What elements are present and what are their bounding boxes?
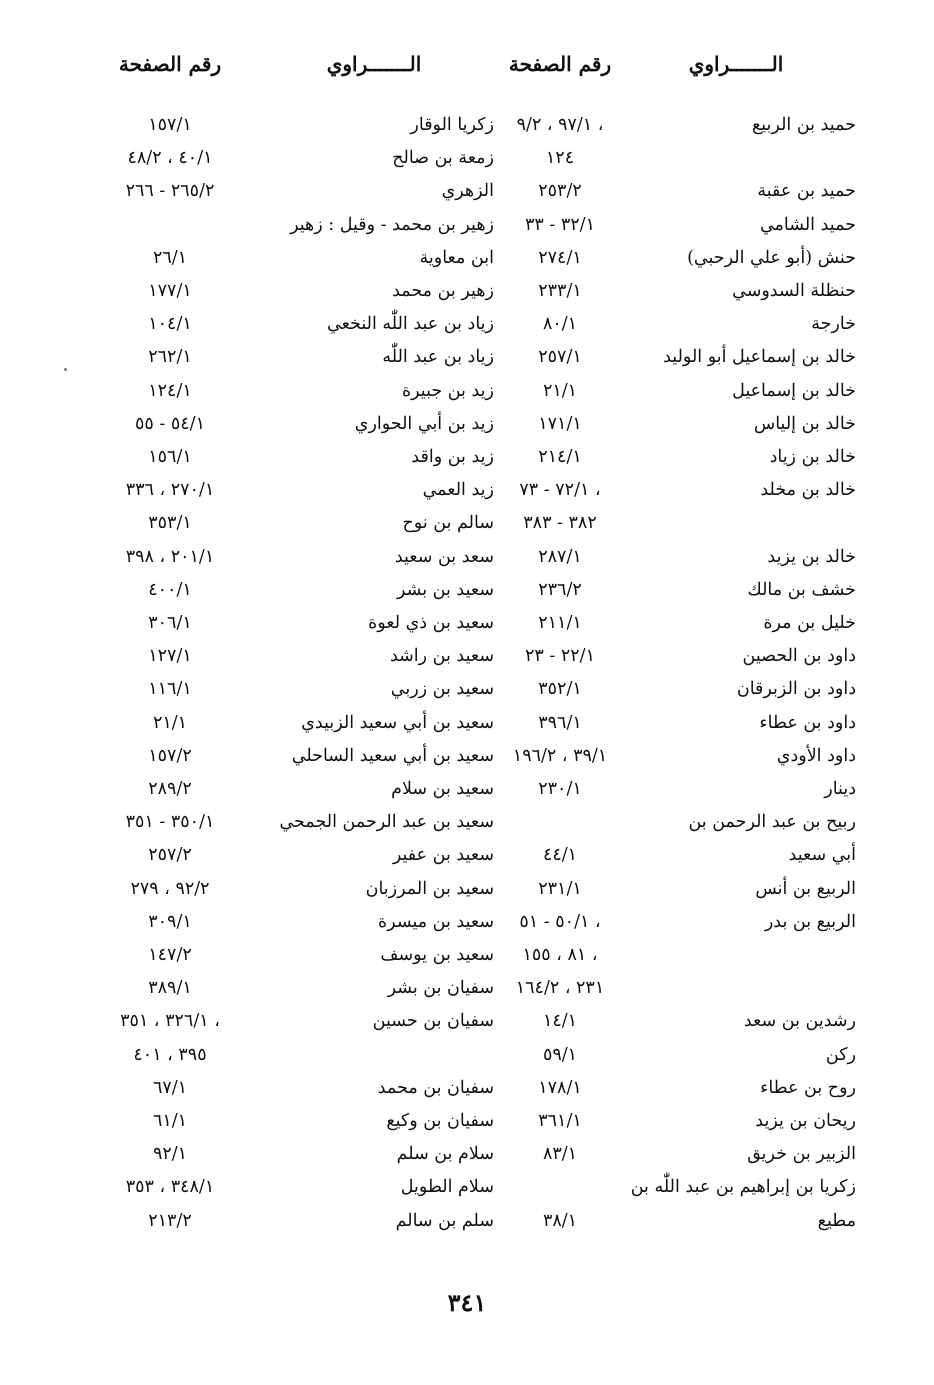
narrator-left: سعيد بن عبد الرحمن الجمحي [279, 812, 494, 832]
narrator-right: حميد بن الربيع [751, 115, 856, 135]
page-ref-right: ٢٣٦/٢ [538, 580, 582, 600]
page-ref-right: ٢٨٧/١ [538, 547, 582, 567]
narrator-left [264, 1040, 494, 1070]
page-ref-right: ٨٣/١ [542, 1144, 578, 1164]
page-ref-right: ٥٩/١ [542, 1045, 578, 1065]
header-page-left: رقم الصفحة [118, 52, 222, 76]
page-ref-right: ٢٢/١ - ٢٣ [525, 646, 595, 666]
page-ref-left: ٣٠٩/١ [148, 912, 192, 932]
page-ref-left: ٤٠٠/١ [148, 580, 192, 600]
page-ref-left: ١٢٤/١ [148, 381, 192, 401]
page-ref-right: ٥٠/١ - ٥١ ، [519, 912, 601, 932]
narrator-left: سلم بن سالم [395, 1211, 494, 1231]
page-ref-left: ٢٥٧/٢ [148, 845, 192, 865]
narrator-left: سعيد بن أبي سعيد الساحلي [291, 746, 494, 766]
page-ref-right: ٢٣٣/١ [538, 281, 582, 301]
narrator-right: زكريا بن إبراهيم بن عبد اللّٰه بن [630, 1177, 856, 1197]
page-ref-left: ٥٤/١ - ٥٥ [135, 414, 205, 434]
narrator-left: سعيد بن ذي لعوة [368, 613, 494, 633]
page-ref-right: ٢١١/١ [538, 613, 582, 633]
page-ref-left: ٢٦٥/٢ - ٢٦٦ [125, 181, 215, 201]
page-ref-right: ٢٣٠/١ [538, 779, 582, 799]
narrator-left: سعيد بن المرزبان [365, 879, 494, 899]
page-ref-left: ٢٦/١ [152, 248, 188, 268]
narrator-left: سالم بن نوح [402, 513, 494, 533]
narrator-right: داود بن عطاء [759, 713, 856, 733]
narrator-left: سعد بن سعيد [394, 547, 494, 567]
narrator-right: داود بن الحصين [742, 646, 856, 666]
page-ref-left: ١٤٧/٢ [148, 945, 192, 965]
narrator-right: الزبير بن خريق [747, 1144, 856, 1164]
page-ref-left: ٦٧/١ [152, 1078, 188, 1098]
narrator-right: حميد الشامي [759, 215, 856, 235]
page-ref-left: ٣٨٩/١ [148, 978, 192, 998]
page-ref-left: ٣٩٥ ، ٤٠١ [133, 1045, 207, 1065]
narrator-right: خالد بن إلياس [753, 414, 856, 434]
narrator-right: الربيع بن بدر [764, 912, 856, 932]
page-ref-left: ٣٥٣/١ [148, 513, 192, 533]
page-ref-right: ٢٥٣/٢ [538, 181, 582, 201]
page-ref-left: ٩٢/١ [152, 1144, 188, 1164]
page-ref-right: ٢٣١ ، ١٦٤/٢ [515, 978, 605, 998]
page-ref-left: ٢٠١/١ ، ٣٩٨ [125, 547, 215, 567]
narrator-right: خالد بن إسماعيل أبو الوليد [663, 347, 856, 367]
narrator-left: سعيد بن زربي [390, 679, 494, 699]
page-ref-right: ٩٧/١ ، ٩/٢ ، [516, 115, 604, 135]
narrator-left: الزهري [441, 181, 494, 201]
page-ref-right: ٢٣١/١ [538, 879, 582, 899]
narrator-left: سعيد بن يوسف [380, 945, 494, 965]
page-ref-left: ٦١/١ [152, 1111, 188, 1131]
narrator-right: ريحان بن يزيد [755, 1111, 856, 1131]
page-ref-left: ١٢٧/١ [148, 646, 192, 666]
page-ref-left: ٢٧٠/١ ، ٣٣٦ [125, 480, 215, 500]
narrator-right: خالد بن يزيد [767, 547, 856, 567]
header-page-right: رقم الصفحة [508, 52, 612, 76]
page-ref-left: ٣٠٦/١ [148, 613, 192, 633]
narrator-right: الربيع بن أنس [755, 879, 856, 899]
page-ref-left: ٤٠/١ ، ٤٨/٢ [127, 148, 213, 168]
narrator-left: سعيد بن راشد [389, 646, 494, 666]
page-ref-right: ٢٥٧/١ [538, 347, 582, 367]
page-ref-left: ٢١/١ [152, 713, 188, 733]
narrator-left: سلام بن سلم [396, 1144, 494, 1164]
page-ref-left [100, 210, 240, 240]
narrator-right: خشف بن مالك [747, 580, 856, 600]
narrator-left: سفيان بن محمد [377, 1078, 494, 1098]
page-ref-right: ١٧١/١ [538, 414, 582, 434]
page-ref-left: ٣٢٦/١ ، ٣٥١ ، [120, 1011, 220, 1031]
narrator-left: سعيد بن بشر [396, 580, 494, 600]
narrator-right: خالد بن زياد [769, 447, 856, 467]
narrator-left: سعيد بن سلام [391, 779, 494, 799]
narrator-left: سفيان بن حسين [372, 1011, 494, 1031]
narrator-left: زكريا الوقار [410, 115, 494, 135]
narrator-left: زهير بن محمد - وقيل : زهير [290, 215, 494, 235]
narrator-left: زهير بن محمد [392, 281, 494, 301]
narrator-left: زيد بن أبي الحواري [354, 414, 494, 434]
narrator-right: ركن [825, 1045, 856, 1065]
page-ref-left: ١٥٧/١ [148, 115, 192, 135]
narrator-left: ابن معاوية [419, 248, 494, 268]
page-ref-left: ١١٦/١ [148, 679, 192, 699]
page-ref-right: ٤٤/١ [542, 845, 578, 865]
narrator-left: زيد بن جبيرة [401, 381, 494, 401]
narrator-right: مطيع [817, 1211, 856, 1231]
page-ref-right: ١٢٤ [545, 148, 575, 168]
narrator-left: سعيد بن أبي سعيد الزبيدي [301, 713, 494, 733]
narrator-right: أبي سعيد [788, 845, 856, 865]
page-ref-left: ٢٦٢/١ [148, 347, 192, 367]
page-ref-left: ١٧٧/١ [148, 281, 192, 301]
page-ref-right: ٨٠/١ [542, 314, 578, 334]
page-ref-right: ٧٢/١ - ٧٣ ، [519, 480, 601, 500]
page-ref-left: ٣٤٨/١ ، ٣٥٣ [125, 1177, 215, 1197]
narrator-right: خالد بن مخلد [760, 480, 856, 500]
narrator-left: زيد بن واقد [411, 447, 494, 467]
narrator-left: سفيان بن وكيع [386, 1111, 494, 1131]
narrator-right: حميد بن عقبة [757, 181, 856, 201]
page-ref-right: ٨١ ، ١٥٥ ، [522, 945, 598, 965]
header-narrator-right: الـــــــراوي [688, 52, 784, 76]
page-ref-left: ٢١٣/٢ [148, 1211, 192, 1231]
page-ref-right: ٣٥٢/١ [538, 679, 582, 699]
narrator-right: داود بن الزبرقان [736, 679, 856, 699]
narrator-right: ربيح بن عبد الرحمن بن [688, 812, 856, 832]
narrator-right: رشدين بن سعد [743, 1011, 856, 1031]
page-ref-right: ٣٩/١ ، ١٩٦/٢ [512, 746, 608, 766]
page-ref-left: ١٥٧/٢ [148, 746, 192, 766]
page-ref-right: ١٤/١ [542, 1011, 578, 1031]
page-ref-right: ٢١٤/١ [538, 447, 582, 467]
narrator-left: سلام الطويل [400, 1177, 494, 1197]
narrator-left: زيد العمي [422, 480, 494, 500]
page-number: ٣٤١ [447, 1288, 487, 1317]
narrator-left: سعيد بن ميسرة [378, 912, 494, 932]
narrator-right: روح بن عطاء [760, 1078, 856, 1098]
page-ref-right: ٣٨٢ - ٣٨٣ [523, 513, 597, 533]
narrator-right: دينار [824, 779, 856, 799]
narrator-left: سعيد بن عفير [392, 845, 494, 865]
page-ref-right: ٢١/١ [542, 381, 578, 401]
header-narrator-left: الـــــــراوي [326, 52, 422, 76]
page-ref-right: ٣٦١/١ [538, 1111, 582, 1131]
page-ref-left: ١٥٦/١ [148, 447, 192, 467]
page-ref-left: ١٠٤/١ [148, 314, 192, 334]
narrator-left: زياد بن عبد اللّٰه [382, 347, 494, 367]
page-ref-right [500, 1172, 620, 1202]
narrator-right: حنظلة السدوسي [732, 281, 856, 301]
page-ref-right: ٣٨/١ [542, 1211, 578, 1231]
narrator-right: داود الأودي [776, 746, 856, 766]
narrator-left: زياد بن عبد اللّٰه النخعي [327, 314, 494, 334]
narrator-left: سفيان بن بشر [387, 978, 494, 998]
narrator-left: زمعة بن صالح [392, 148, 494, 168]
narrator-right: خارجة [811, 314, 856, 334]
page-ref-left: ٩٢/٢ ، ٢٧٩ [130, 879, 210, 899]
narrator-right: خالد بن إسماعيل [732, 381, 856, 401]
page-ref-right: ١٧٨/١ [538, 1078, 582, 1098]
stray-mark [64, 368, 67, 371]
page-ref-right: ٣٩٦/١ [538, 713, 582, 733]
narrator-right: حنش (أبو علي الرحبي) [687, 248, 856, 268]
page-ref-right: ٣٢/١ - ٣٣ [525, 215, 595, 235]
page-ref-left: ٢٨٩/٢ [148, 779, 192, 799]
page-ref-left: ٣٥٠/١ - ٣٥١ [125, 812, 215, 832]
page-ref-right [500, 807, 620, 837]
narrator-right: خليل بن مرة [763, 613, 856, 633]
page-ref-right: ٢٧٤/١ [538, 248, 582, 268]
